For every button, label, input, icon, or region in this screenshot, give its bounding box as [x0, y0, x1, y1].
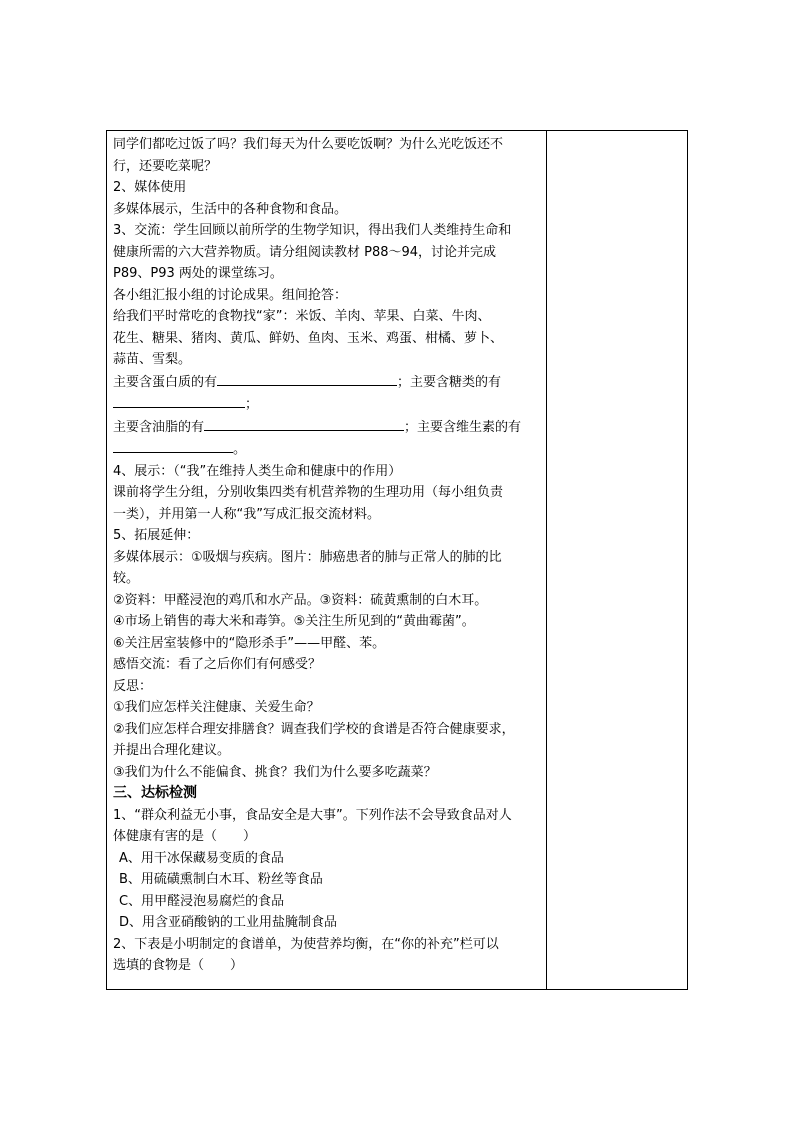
protein-label: 主要含蛋白质的有 [113, 374, 218, 390]
fill-line-sugar [113, 393, 543, 416]
fill-line-protein [113, 371, 543, 394]
column-divider [546, 131, 547, 989]
text-line: 健康所需的六大营养物质。请分组阅读教材 P88～94，讨论并完成 [113, 244, 497, 260]
fill-line-vitamin [113, 438, 543, 461]
text-line: 蒜苗、雪梨。 [113, 352, 192, 367]
text-line: 多媒体展示，生活中的各种食物和食品。 [113, 201, 348, 217]
text-line: ①我们应怎样关注健康、关爱生命？ [113, 700, 320, 715]
text-line: 并提出合理化建议。 [113, 743, 231, 758]
section-exchange: 3、交流：学生回顾以前所学的生物学知识，得出我们人类维持生命和 [113, 223, 512, 238]
fat-label: 主要含油脂的有 [113, 419, 205, 435]
sugar-label: ；主要含糖类的有 [397, 374, 502, 390]
text-line: ④市场上销售的毒大米和毒笋。⑤关注生所见到的“黄曲霉菌”。 [113, 614, 475, 629]
option-a: A、用干冰保藏易变质的食品 [119, 850, 284, 866]
text-line: 给我们平时常吃的食物找“家”：米饭、羊肉、苹果、白菜、牛肉、 [113, 309, 491, 324]
option-d: D、用含亚硝酸钠的工业用盐腌制食品 [119, 915, 338, 930]
punctuation: 。 [233, 442, 247, 457]
text-line: ⑥关注居室装修中的“隐形杀手”——甲醛、苯。 [113, 635, 386, 651]
text-line: 感悟交流：看了之后你们有何感受？ [113, 657, 322, 672]
protein-blank[interactable] [217, 371, 397, 386]
fat-blank[interactable] [204, 416, 404, 431]
sugar-blank[interactable] [113, 393, 245, 408]
text-line: 一类），并用第一人称“我”写成汇报交流材料。 [113, 506, 380, 522]
text-line: ②我们应怎样合理安排膳食？调查我们学校的食谱是否符合健康要求， [113, 721, 515, 737]
text-line: 行，还要吃菜呢？ [113, 158, 218, 174]
text-line: 多媒体展示：①吸烟与疾病。图片：肺癌患者的肺与正常人的肺的比 [113, 549, 502, 565]
option-c: C、用甲醛浸泡易腐烂的食品 [119, 893, 285, 909]
section-extension: 5、拓展延伸： [113, 528, 200, 543]
text-line: 同学们都吃过饭了吗？我们每天为什么要吃饭啊？为什么光吃饭还不 [113, 137, 504, 152]
punctuation: ； [245, 397, 259, 412]
lesson-table [106, 130, 688, 990]
notes-cell [548, 131, 687, 989]
text-line: ②资料：甲醛浸泡的鸡爪和水产品。③资料：硫黄熏制的白木耳。 [113, 592, 488, 608]
question-2: 2、下表是小明制定的食谱单，为使营养均衡，在“你的补充”栏可以 [113, 936, 499, 952]
lesson-content-cell [113, 134, 543, 977]
text-line: 花生、糖果、猪肉、黄瓜、鲜奶、鱼肉、玉米、鸡蛋、柑橘、萝卜、 [113, 330, 504, 346]
option-b: B、用硫磺熏制白木耳、粉丝等食品 [119, 872, 323, 887]
vitamin-label: ；主要含维生素的有 [404, 419, 522, 435]
section-media: 2、媒体使用 [113, 180, 187, 195]
vitamin-blank[interactable] [113, 438, 233, 453]
question-1: 1、“群众利益无小事，食品安全是大事”。下列作法不会导致食品对人 [113, 807, 512, 823]
question-1-cont: 体健康有害的是（ ） [113, 829, 257, 844]
text-line: ③我们为什么不能偏食、挑食？我们为什么要多吃蔬菜？ [113, 764, 437, 780]
question-2-cont: 选填的食物是（ ） [113, 958, 244, 973]
text-line: P89、P93 两处的课堂练习。 [113, 266, 283, 281]
reflection-label: 反思： [113, 678, 153, 694]
text-line: 各小组汇报小组的讨论成果。组间抢答： [113, 287, 348, 303]
section-heading-assessment: 三、达标检测 [113, 785, 197, 801]
text-line: 较。 [113, 571, 140, 586]
text-line: 课前将学生分组，分别收集四类有机营养物的生理功用（每小组负责 [113, 485, 504, 500]
section-display: 4、展示：（“我”在维持人类生命和健康中的作用） [113, 463, 402, 479]
fill-line-fat [113, 416, 543, 439]
